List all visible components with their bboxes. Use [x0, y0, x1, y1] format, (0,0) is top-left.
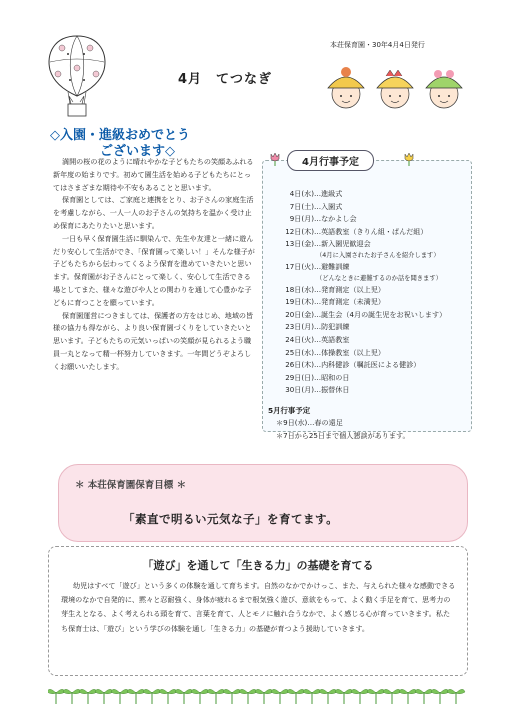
- play-heading: 「遊び」を通して「生きる力」の基礎を育てる: [142, 559, 374, 572]
- issue-info: 本荘保育園・30年4月4日発行: [330, 41, 425, 49]
- sprout-icon: [383, 689, 401, 704]
- sprouts-border: [48, 680, 468, 706]
- sprout-icon: [95, 689, 113, 704]
- children-illustration: [318, 60, 473, 120]
- tulip-icon: [402, 152, 416, 166]
- sprout-icon: [143, 689, 161, 704]
- event-name: …振替休日: [314, 385, 350, 395]
- event-name: …発育測定（以上児）: [314, 284, 385, 294]
- sprout-icon: [79, 689, 97, 704]
- sprout-icon: [287, 689, 305, 704]
- event-row: [268, 321, 468, 334]
- sprout-icon: [255, 689, 273, 704]
- event-row: [268, 309, 468, 322]
- event-name: …体操教室（以上児）: [314, 347, 385, 357]
- event-date: 20日(金): [285, 309, 314, 319]
- sprout-icon: [207, 689, 225, 704]
- event-name: …新入園児歓迎会: [314, 239, 371, 249]
- event-name: …避難訓練: [314, 261, 350, 271]
- event-row: [268, 238, 468, 251]
- event-date: 13日(金): [285, 239, 314, 249]
- events-list: [268, 188, 468, 397]
- play-box: [48, 546, 468, 676]
- sprout-icon: [175, 689, 193, 704]
- greeting-heading-line2: ございます◇: [100, 144, 175, 159]
- greeting-paragraph: 満開の桜の花のように晴れやかな子どもたちの笑顔あふれる新年度の始まりです。初めて園生活を始める子どもたちにとってはさまざまな期待や不安もあることと思います。: [53, 157, 254, 192]
- event-row: [268, 188, 468, 201]
- event-date: 25日(水): [285, 347, 314, 357]
- sprout-icon: [239, 689, 257, 704]
- sprout-icon: [399, 689, 417, 704]
- may-event-item: ＊9日(水)…春の遠足: [276, 418, 343, 427]
- event-date: 30日(月): [285, 385, 314, 395]
- may-event-item: ＊7日から25日まで個人懇談があります。: [276, 431, 410, 440]
- sprout-icon: [319, 689, 337, 704]
- event-name: …英語教室（きりん組・ぱんだ組）: [314, 226, 428, 236]
- event-date: 29日(日): [285, 372, 314, 382]
- newsletter-title: 4月 てつなぎ: [178, 72, 273, 87]
- sprout-icon: [223, 689, 241, 704]
- event-name: …英語教室: [314, 334, 350, 344]
- event-row: [268, 201, 468, 214]
- event-row: [268, 359, 468, 372]
- sprout-icon: [191, 689, 209, 704]
- event-name: …誕生会（4月の誕生児をお祝いします）: [314, 309, 447, 319]
- greeting-paragraph: 一日も早く保育園生活に馴染んで、先生や友達と一緒に遊んだり安心して生活ができ、「保育園って楽しい！」そんな様子が子どもたちから伝わってくるよう保育を進めていきたいと思います。保育園がお子さんにとって楽しく、安心して生活できる場としてまた、様々な遊びや人との関わりを通して心豊かな子どもに育つことを願っています。: [53, 233, 255, 307]
- event-name: …なかよし会: [314, 214, 357, 224]
- sprout-icon: [111, 689, 129, 704]
- balloon-illustration: [40, 30, 114, 120]
- sprout-icon: [351, 689, 369, 704]
- sprout-icon: [431, 689, 449, 704]
- greeting-body: [53, 156, 255, 374]
- event-name: …昭和の日: [314, 372, 350, 382]
- sprout-icon: [127, 689, 145, 704]
- goal-box: [58, 464, 468, 542]
- play-body: [61, 579, 457, 636]
- sprout-icon: [303, 689, 321, 704]
- event-name: …進級式: [314, 189, 343, 198]
- event-name: …防犯訓練: [314, 322, 350, 332]
- sprout-icon: [63, 689, 81, 704]
- sprout-icon: [335, 689, 353, 704]
- event-row: [268, 347, 468, 360]
- event-date: 7日(土): [289, 201, 314, 211]
- sprout-icon: [271, 689, 289, 704]
- event-date: 18日(水): [285, 284, 314, 294]
- may-events-heading: 5月行事予定: [268, 406, 311, 415]
- event-date: 23日(月): [285, 322, 314, 332]
- goal-text: 「素直で明るい元気な子」を育てます。: [123, 512, 339, 526]
- event-name: …内科健診（嘱託医による健診）: [314, 360, 421, 370]
- sprout-icon: [48, 689, 65, 704]
- event-note: （どんなときに避難するのか話を聞きます）: [316, 274, 442, 282]
- event-date: 4日(水): [289, 189, 314, 198]
- play-paragraph: 幼児はすべて「遊び」という多くの体験を通して育ちます。自然のなかでかけっこ、また、与えられた様々な感動できる環境のなかで自発的に、黙々と忍耐強く、身体が疲れるまで根気強く遊び、意欲をもって、よく動く手足を育て、思考力の芽生えとなる、よく考えられる頭を育て、言葉を育て、人とモノに触れ合うなかで、よく感じる心が育っていきます。私たち保育士は、「遊び」という学びの体験を通し「生きる力」の基礎が育つよう援助していきます。: [61, 581, 456, 633]
- greeting-paragraph: 保育園運営につきましては、保護者の方をはじめ、地域の皆様の協力も得ながら、より良い保育園づくりをしていきたいと思います。子どもたちの元気いっぱいの笑顔が見られるよう職員一丸となって精一杯努力していきます。一年間どうぞよろしくお願いいたします。: [53, 310, 254, 371]
- event-row: [268, 284, 468, 297]
- event-row: [268, 213, 468, 226]
- goal-heading: ＊ 本荘保育園保育目標 ＊: [75, 480, 187, 491]
- event-date: 17日(火): [285, 261, 314, 271]
- events-heading: 4月行事予定: [287, 150, 374, 171]
- event-row: [268, 334, 468, 347]
- event-date: 19日(木): [285, 297, 314, 307]
- event-date: 12日(木): [285, 226, 314, 236]
- sprout-icon: [447, 689, 465, 704]
- greeting-heading: ◇入園・進級おめでとう: [50, 128, 190, 143]
- event-date: 26日(木): [285, 360, 314, 370]
- event-date: 24日(火): [285, 334, 314, 344]
- event-name: …入園式: [314, 201, 343, 211]
- event-name: …発育測定（未満児）: [314, 297, 385, 307]
- sprout-icon: [415, 689, 433, 704]
- event-row: [268, 384, 468, 397]
- greeting-paragraph: 保育園としては、ご家庭と連携をとり、お子さんの家庭生活を考慮しながら、一人一人のお子さんの気持ちを温かく受け止め保育にあたりたいと思います。: [53, 195, 254, 230]
- events-box: [262, 150, 474, 440]
- event-date: 9日(月): [289, 214, 314, 224]
- event-row: [268, 261, 468, 274]
- tulip-icon: [268, 152, 282, 166]
- event-row: [268, 372, 468, 385]
- sprout-icon: [159, 689, 177, 704]
- event-row: [268, 226, 468, 239]
- sprout-icon: [367, 689, 385, 704]
- event-row: [268, 296, 468, 309]
- event-note: （4月に入園されたお子さんを紹介します）: [316, 251, 440, 259]
